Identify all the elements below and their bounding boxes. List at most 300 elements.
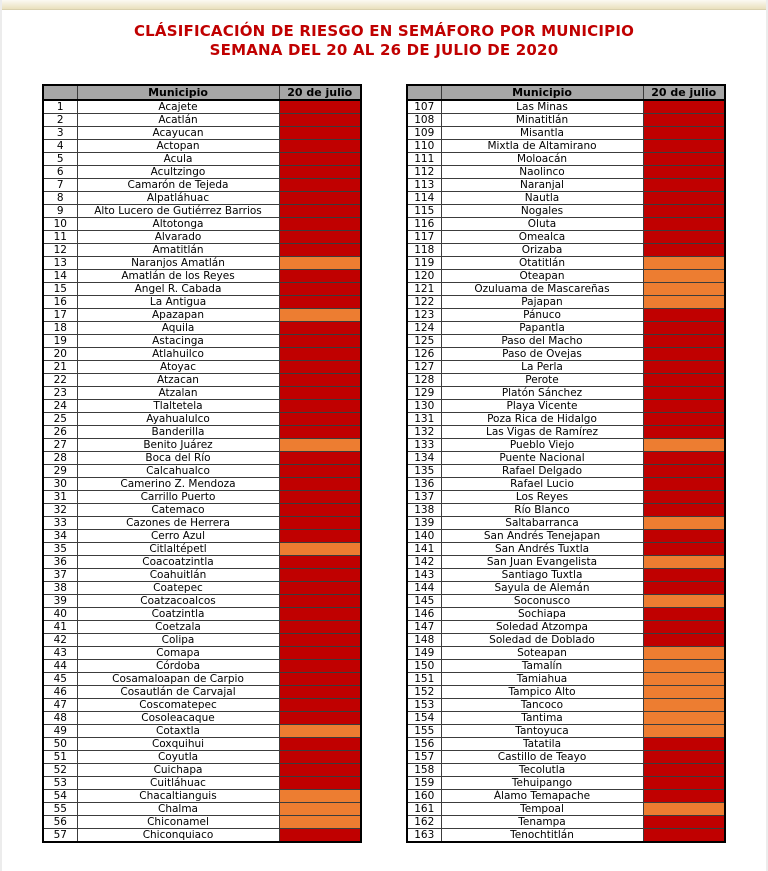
municipality-cell: Atoyac	[77, 361, 279, 374]
municipality-cell: Atlahuilco	[77, 348, 279, 361]
row-number-cell: 120	[407, 270, 441, 283]
date-column-header: 20 de julio	[643, 85, 725, 100]
row-number-cell: 25	[43, 413, 77, 426]
table-row	[407, 790, 725, 803]
risk-color-cell-orange	[643, 556, 725, 569]
row-number-cell: 18	[43, 322, 77, 335]
risk-color-cell-red	[643, 478, 725, 491]
table-row	[407, 100, 725, 114]
municipality-cell: Tancoco	[441, 699, 643, 712]
row-number-cell: 127	[407, 361, 441, 374]
municipality-cell: Atzalan	[77, 387, 279, 400]
row-number-cell: 135	[407, 465, 441, 478]
row-number-cell: 34	[43, 530, 77, 543]
risk-color-cell-red	[643, 153, 725, 166]
row-number-cell: 49	[43, 725, 77, 738]
table-row	[407, 608, 725, 621]
table-row	[43, 686, 361, 699]
table-row	[407, 478, 725, 491]
risk-color-cell-red	[643, 322, 725, 335]
row-number-cell: 150	[407, 660, 441, 673]
municipality-cell: Actopan	[77, 140, 279, 153]
title-line-2: SEMANA DEL 20 AL 26 DE JULIO DE 2020	[209, 41, 559, 59]
risk-color-cell-red	[643, 218, 725, 231]
risk-color-cell-red	[279, 166, 361, 179]
municipality-cell: Mixtla de Altamirano	[441, 140, 643, 153]
municipality-cell: Cosautlán de Carvajal	[77, 686, 279, 699]
municipality-cell: Playa Vicente	[441, 400, 643, 413]
risk-color-cell-orange	[279, 309, 361, 322]
table-row	[43, 374, 361, 387]
municipality-cell: Benito Juárez	[77, 439, 279, 452]
row-number-cell: 43	[43, 647, 77, 660]
municipality-cell: Acultzingo	[77, 166, 279, 179]
row-number-cell: 111	[407, 153, 441, 166]
municipality-cell: Tantima	[441, 712, 643, 725]
row-number-cell: 108	[407, 114, 441, 127]
risk-color-cell-red	[279, 179, 361, 192]
title-line-1: CLÁSIFICACIÓN DE RIESGO EN SEMÁFORO POR MUNICIPIO	[133, 22, 635, 40]
municipality-cell: Coacoatzintla	[77, 556, 279, 569]
table-row	[43, 491, 361, 504]
municipality-cell: Ozuluama de Mascareñas	[441, 283, 643, 296]
table-row	[43, 309, 361, 322]
risk-color-cell-red	[279, 218, 361, 231]
table-row	[43, 660, 361, 673]
row-number-cell: 137	[407, 491, 441, 504]
row-number-cell: 116	[407, 218, 441, 231]
municipality-cell: Acajete	[77, 100, 279, 114]
table-row	[407, 192, 725, 205]
table-row	[43, 439, 361, 452]
table-row	[407, 270, 725, 283]
row-number-cell: 9	[43, 205, 77, 218]
municipality-cell: La Perla	[441, 361, 643, 374]
table-row	[43, 504, 361, 517]
row-number-cell: 121	[407, 283, 441, 296]
risk-color-cell-red	[643, 751, 725, 764]
municipality-cell: Calcahualco	[77, 465, 279, 478]
row-number-cell: 52	[43, 764, 77, 777]
row-number-cell: 139	[407, 517, 441, 530]
table-row	[43, 296, 361, 309]
municipality-cell: Acayucan	[77, 127, 279, 140]
municipality-cell: Cotaxtla	[77, 725, 279, 738]
risk-color-cell-red	[643, 361, 725, 374]
row-number-cell: 56	[43, 816, 77, 829]
table-row	[43, 829, 361, 843]
risk-color-cell-orange	[643, 270, 725, 283]
table-row	[407, 153, 725, 166]
row-number-cell: 17	[43, 309, 77, 322]
risk-color-cell-red	[279, 673, 361, 686]
risk-color-cell-red	[279, 348, 361, 361]
top-accent-bar	[2, 0, 766, 10]
risk-color-cell-orange	[643, 725, 725, 738]
risk-color-cell-orange	[643, 517, 725, 530]
row-number-cell: 38	[43, 582, 77, 595]
municipality-cell: Coetzala	[77, 621, 279, 634]
risk-color-cell-red	[279, 777, 361, 790]
municipality-cell: Oluta	[441, 218, 643, 231]
municipality-cell: Angel R. Cabada	[77, 283, 279, 296]
risk-color-cell-orange	[643, 595, 725, 608]
row-number-cell: 131	[407, 413, 441, 426]
municipality-cell: Moloacán	[441, 153, 643, 166]
municipality-cell: Castillo de Teayo	[441, 751, 643, 764]
municipality-cell: Álamo Temapache	[441, 790, 643, 803]
municipality-cell: Alvarado	[77, 231, 279, 244]
risk-color-cell-red	[643, 582, 725, 595]
risk-color-cell-red	[279, 491, 361, 504]
risk-color-cell-red	[643, 179, 725, 192]
risk-color-cell-red	[279, 582, 361, 595]
row-number-cell: 40	[43, 608, 77, 621]
municipality-cell: Cosamaloapan de Carpio	[77, 673, 279, 686]
risk-color-cell-red	[279, 231, 361, 244]
table-row	[43, 231, 361, 244]
risk-color-cell-red	[643, 387, 725, 400]
municipality-cell: San Andrés Tuxtla	[441, 543, 643, 556]
municipality-cell: Las Minas	[441, 100, 643, 114]
table-row	[43, 543, 361, 556]
risk-color-cell-red	[279, 205, 361, 218]
table-row	[407, 621, 725, 634]
row-number-cell: 151	[407, 673, 441, 686]
municipality-cell: Camerino Z. Mendoza	[77, 478, 279, 491]
municipality-cell: Las Vigas de Ramírez	[441, 426, 643, 439]
table-row	[407, 309, 725, 322]
row-number-cell: 125	[407, 335, 441, 348]
municipality-cell: Colipa	[77, 634, 279, 647]
row-number-cell: 39	[43, 595, 77, 608]
table-row	[407, 751, 725, 764]
table-row	[407, 322, 725, 335]
risk-color-cell-red	[643, 426, 725, 439]
risk-color-cell-red	[643, 309, 725, 322]
risk-color-cell-red	[643, 166, 725, 179]
table-row	[407, 257, 725, 270]
table-row	[43, 205, 361, 218]
tables-container	[2, 84, 766, 843]
table-row	[43, 257, 361, 270]
risk-color-cell-orange	[279, 439, 361, 452]
row-number-cell: 30	[43, 478, 77, 491]
row-number-cell: 158	[407, 764, 441, 777]
municipality-cell: Papantla	[441, 322, 643, 335]
risk-color-cell-red	[279, 270, 361, 283]
municipality-cell: Puente Nacional	[441, 452, 643, 465]
municipality-cell: Cuitláhuac	[77, 777, 279, 790]
municipio-column-header: Municipio	[441, 85, 643, 100]
table-row	[43, 361, 361, 374]
municipality-cell: Acula	[77, 153, 279, 166]
municipality-cell: Nautla	[441, 192, 643, 205]
municipality-cell: La Antigua	[77, 296, 279, 309]
municipality-cell: Tenampa	[441, 816, 643, 829]
risk-color-cell-red	[279, 660, 361, 673]
risk-color-cell-red	[279, 335, 361, 348]
row-number-cell: 115	[407, 205, 441, 218]
table-row	[407, 218, 725, 231]
municipality-cell: Naolinco	[441, 166, 643, 179]
table-row	[407, 712, 725, 725]
row-number-cell: 8	[43, 192, 77, 205]
municipality-cell: Santiago Tuxtla	[441, 569, 643, 582]
table-row	[43, 647, 361, 660]
row-number-cell: 20	[43, 348, 77, 361]
municipality-cell: Cosoleacaque	[77, 712, 279, 725]
table-row	[43, 140, 361, 153]
municipio-column-header: Municipio	[77, 85, 279, 100]
municipality-cell: Río Blanco	[441, 504, 643, 517]
risk-color-cell-orange	[643, 686, 725, 699]
municipality-cell: Pueblo Viejo	[441, 439, 643, 452]
table-row	[43, 114, 361, 127]
row-number-cell: 155	[407, 725, 441, 738]
row-number-cell: 140	[407, 530, 441, 543]
municipality-cell: Apazapan	[77, 309, 279, 322]
row-number-cell: 152	[407, 686, 441, 699]
table-row	[407, 465, 725, 478]
risk-color-cell-red	[643, 543, 725, 556]
row-number-cell: 129	[407, 387, 441, 400]
row-number-cell: 144	[407, 582, 441, 595]
municipality-cell: Omealca	[441, 231, 643, 244]
row-number-cell: 28	[43, 452, 77, 465]
risk-color-cell-orange	[279, 257, 361, 270]
risk-color-cell-red	[279, 413, 361, 426]
risk-color-cell-red	[643, 244, 725, 257]
row-number-cell: 113	[407, 179, 441, 192]
risk-color-cell-red	[643, 413, 725, 426]
table-row	[43, 465, 361, 478]
table-row	[407, 569, 725, 582]
table-row	[407, 114, 725, 127]
municipality-cell: Amatlán de los Reyes	[77, 270, 279, 283]
row-number-cell: 54	[43, 790, 77, 803]
table-row	[43, 127, 361, 140]
risk-color-cell-red	[279, 556, 361, 569]
table-row	[407, 140, 725, 153]
row-number-cell: 6	[43, 166, 77, 179]
risk-color-cell-red	[279, 426, 361, 439]
risk-color-cell-red	[643, 231, 725, 244]
municipality-cell: Naranjal	[441, 179, 643, 192]
risk-color-cell-red	[279, 192, 361, 205]
row-number-cell: 160	[407, 790, 441, 803]
risk-color-cell-red	[279, 569, 361, 582]
number-column-header	[407, 85, 441, 100]
municipality-cell: Camarón de Tejeda	[77, 179, 279, 192]
risk-color-cell-red	[643, 114, 725, 127]
table-row	[407, 452, 725, 465]
municipality-cell: Minatitlán	[441, 114, 643, 127]
table-row	[407, 283, 725, 296]
risk-color-cell-orange	[643, 803, 725, 816]
risk-color-cell-red	[279, 244, 361, 257]
table-row	[407, 543, 725, 556]
risk-color-cell-red	[279, 608, 361, 621]
risk-color-cell-red	[279, 465, 361, 478]
municipality-cell: Paso de Ovejas	[441, 348, 643, 361]
risk-color-cell-red	[643, 790, 725, 803]
row-number-cell: 55	[43, 803, 77, 816]
table-row	[43, 790, 361, 803]
row-number-cell: 21	[43, 361, 77, 374]
table-row	[407, 413, 725, 426]
row-number-cell: 143	[407, 569, 441, 582]
risk-color-cell-red	[279, 530, 361, 543]
risk-color-cell-red	[643, 569, 725, 582]
risk-color-cell-red	[643, 634, 725, 647]
row-number-cell: 122	[407, 296, 441, 309]
table-row	[43, 322, 361, 335]
municipality-cell: Cerro Azul	[77, 530, 279, 543]
table-row	[43, 621, 361, 634]
municipality-cell: Amatitlán	[77, 244, 279, 257]
row-number-cell: 146	[407, 608, 441, 621]
table-row	[407, 348, 725, 361]
table-row	[43, 751, 361, 764]
row-number-cell: 4	[43, 140, 77, 153]
municipality-cell: Banderilla	[77, 426, 279, 439]
municipality-cell: Rafael Delgado	[441, 465, 643, 478]
risk-color-cell-red	[279, 127, 361, 140]
table-row	[407, 764, 725, 777]
municipality-cell: Acatlán	[77, 114, 279, 127]
municipality-cell: Tampico Alto	[441, 686, 643, 699]
risk-color-cell-red	[279, 764, 361, 777]
municipality-cell: Perote	[441, 374, 643, 387]
row-number-cell: 136	[407, 478, 441, 491]
risk-color-cell-orange	[643, 439, 725, 452]
table-row	[407, 673, 725, 686]
table-row	[407, 803, 725, 816]
row-number-cell: 1	[43, 100, 77, 114]
table-row	[43, 595, 361, 608]
municipality-cell: Saltabarranca	[441, 517, 643, 530]
row-number-cell: 44	[43, 660, 77, 673]
municipality-cell: Oteapan	[441, 270, 643, 283]
table-row	[407, 127, 725, 140]
row-number-cell: 154	[407, 712, 441, 725]
table-row	[407, 595, 725, 608]
row-number-cell: 37	[43, 569, 77, 582]
table-row	[43, 634, 361, 647]
municipality-cell: Chalma	[77, 803, 279, 816]
municipality-cell: Tantoyuca	[441, 725, 643, 738]
risk-color-cell-orange	[643, 296, 725, 309]
table-row	[407, 491, 725, 504]
row-number-cell: 107	[407, 100, 441, 114]
row-number-cell: 36	[43, 556, 77, 569]
table-row	[407, 699, 725, 712]
table-row	[43, 764, 361, 777]
row-number-cell: 42	[43, 634, 77, 647]
table-row	[43, 699, 361, 712]
municipality-cell: San Juan Evangelista	[441, 556, 643, 569]
row-number-cell: 29	[43, 465, 77, 478]
row-number-cell: 130	[407, 400, 441, 413]
table-row	[407, 556, 725, 569]
table-row	[407, 361, 725, 374]
municipality-cell: Los Reyes	[441, 491, 643, 504]
municipality-cell: Coatzintla	[77, 608, 279, 621]
municipality-cell: Cuichapa	[77, 764, 279, 777]
row-number-cell: 45	[43, 673, 77, 686]
row-number-cell: 5	[43, 153, 77, 166]
risk-color-cell-red	[279, 478, 361, 491]
risk-color-cell-red	[643, 829, 725, 843]
municipality-cell: Comapa	[77, 647, 279, 660]
table-row	[407, 426, 725, 439]
table-row	[407, 634, 725, 647]
municipality-cell: Tenochtitlán	[441, 829, 643, 843]
row-number-cell: 53	[43, 777, 77, 790]
municipality-cell: Cazones de Herrera	[77, 517, 279, 530]
risk-color-cell-red	[279, 400, 361, 413]
municipality-cell: Misantla	[441, 127, 643, 140]
table-row	[43, 335, 361, 348]
row-number-cell: 31	[43, 491, 77, 504]
row-number-cell: 142	[407, 556, 441, 569]
row-number-cell: 46	[43, 686, 77, 699]
municipality-cell: Naranjos Amatlán	[77, 257, 279, 270]
table-row	[407, 400, 725, 413]
table-row	[43, 712, 361, 725]
risk-color-cell-orange	[279, 543, 361, 556]
row-number-cell: 33	[43, 517, 77, 530]
table-row	[43, 400, 361, 413]
row-number-cell: 16	[43, 296, 77, 309]
row-number-cell: 48	[43, 712, 77, 725]
table-row	[407, 244, 725, 257]
municipality-cell: Otatitlán	[441, 257, 643, 270]
table-row	[43, 270, 361, 283]
municipality-cell: Alpatláhuac	[77, 192, 279, 205]
risk-color-cell-red	[279, 114, 361, 127]
table-row	[43, 673, 361, 686]
risk-color-cell-red	[279, 517, 361, 530]
row-number-cell: 128	[407, 374, 441, 387]
municipality-cell: Tlaltetela	[77, 400, 279, 413]
municipality-risk-table-left	[42, 84, 362, 843]
municipality-cell: Soledad de Doblado	[441, 634, 643, 647]
municipality-cell: Pajapan	[441, 296, 643, 309]
row-number-cell: 162	[407, 816, 441, 829]
table-row	[43, 530, 361, 543]
table-row	[407, 660, 725, 673]
table-row	[407, 816, 725, 829]
risk-color-cell-red	[279, 296, 361, 309]
row-number-cell: 22	[43, 374, 77, 387]
risk-color-cell-red	[643, 140, 725, 153]
row-number-cell: 32	[43, 504, 77, 517]
risk-color-cell-red	[643, 192, 725, 205]
municipality-cell: Soteapan	[441, 647, 643, 660]
table-row	[43, 803, 361, 816]
row-number-cell: 159	[407, 777, 441, 790]
risk-color-cell-red	[643, 452, 725, 465]
municipality-cell: Tamalín	[441, 660, 643, 673]
risk-color-cell-orange	[643, 673, 725, 686]
table-row	[43, 582, 361, 595]
municipality-cell: Carrillo Puerto	[77, 491, 279, 504]
municipality-cell: Coxquihui	[77, 738, 279, 751]
row-number-cell: 133	[407, 439, 441, 452]
risk-color-cell-red	[279, 374, 361, 387]
